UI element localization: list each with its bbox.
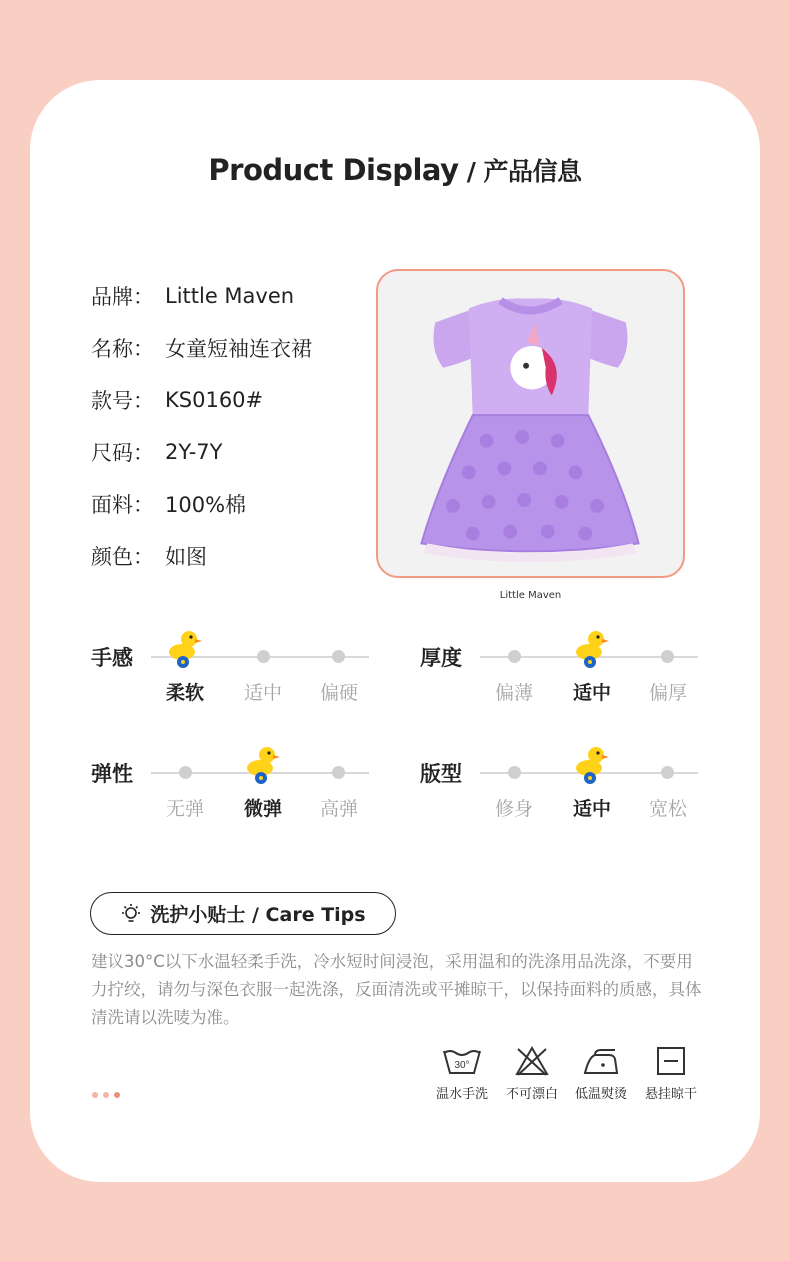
scale-option: 适中 <box>572 798 611 820</box>
spec-row-color <box>91 530 312 582</box>
scale-dot <box>332 766 345 779</box>
scale-dot <box>332 650 345 663</box>
scale-option: 适中 <box>243 682 282 704</box>
no-bleach-icon <box>514 1045 550 1077</box>
scale-dot <box>257 650 270 663</box>
scale-label: 弹性 <box>91 762 133 786</box>
spec-key: 名称： <box>91 337 154 361</box>
scale-option: 偏薄 <box>494 682 533 704</box>
care-tips-pill <box>90 892 396 935</box>
care-icon-label: 不可漂白 <box>505 1087 558 1102</box>
spec-value: 如图 <box>165 545 207 569</box>
scale-option: 无弹 <box>165 798 204 820</box>
spec-row-name <box>91 322 312 374</box>
scale-label: 厚度 <box>420 646 462 670</box>
scale-label: 手感 <box>91 646 133 670</box>
scale-dot <box>661 766 674 779</box>
care-icon-hand-wash <box>427 1045 497 1102</box>
scale-dot <box>661 650 674 663</box>
spec-key: 品牌： <box>91 285 154 309</box>
care-tips-label: 洗护小贴士 / Care Tips <box>150 904 366 926</box>
care-icon-hang-dry <box>636 1045 706 1102</box>
page-indicator <box>92 1092 120 1098</box>
spec-row-size <box>91 426 312 478</box>
care-instructions: 建议30°C以下水温轻柔手洗，冷水短时间浸泡，采用温和的洗涤用品洗涤，不要用力拧绞，请勿与深色衣服一起洗涤，反面清洗或平摊晾干，以保持面料的质感，具体清洗请以洗唛为准。 <box>91 952 702 1027</box>
care-icon-label: 悬挂晾干 <box>644 1087 697 1102</box>
spec-key: 颜色： <box>91 545 154 569</box>
page-title <box>0 152 790 188</box>
care-icon-label: 低温熨烫 <box>574 1087 627 1102</box>
lightbulb-icon <box>120 903 142 925</box>
spec-key: 面料： <box>91 493 154 517</box>
hand-wash-icon <box>442 1045 482 1077</box>
product-photo <box>376 269 685 578</box>
scale-option: 适中 <box>572 682 611 704</box>
title-main: Product Display <box>208 153 459 187</box>
scale-dot <box>179 766 192 779</box>
dress-illustration <box>378 271 683 576</box>
scale-option: 修身 <box>494 798 533 820</box>
title-sub: / 产品信息 <box>458 157 582 186</box>
photo-caption: Little Maven <box>499 590 562 601</box>
duck-marker-icon <box>574 745 610 785</box>
wash-temp: 30° <box>454 1060 470 1071</box>
iron-low-icon <box>581 1045 621 1077</box>
spec-key: 尺码： <box>91 441 154 465</box>
spec-row-brand <box>91 270 312 322</box>
spec-value: KS0160# <box>165 388 264 412</box>
spec-value: 2Y-7Y <box>165 440 223 464</box>
care-icon-iron <box>566 1045 636 1102</box>
scale-option: 高弹 <box>319 798 358 820</box>
scale-dot <box>508 766 521 779</box>
spec-value: Little Maven <box>165 284 295 308</box>
duck-marker-icon <box>574 629 610 669</box>
duck-marker-icon <box>245 745 281 785</box>
spec-row-style-number <box>91 374 312 426</box>
scale-option: 偏硬 <box>319 682 358 704</box>
scale-option: 微弹 <box>243 798 282 820</box>
care-icon-label: 温水手洗 <box>435 1087 488 1102</box>
spec-value: 100%棉 <box>165 493 247 517</box>
page-dot <box>92 1092 98 1098</box>
page-dot-active <box>114 1092 120 1098</box>
spec-value: 女童短袖连衣裙 <box>165 337 312 361</box>
care-icon-no-bleach <box>497 1045 567 1102</box>
scale-dot <box>508 650 521 663</box>
scale-option: 偏厚 <box>648 682 687 704</box>
hang-dry-icon <box>655 1045 687 1077</box>
scale-option: 宽松 <box>648 798 687 820</box>
scale-label: 版型 <box>420 762 462 786</box>
page-dot <box>103 1092 109 1098</box>
scale-option: 柔软 <box>165 682 204 704</box>
spec-key: 款号： <box>91 389 154 413</box>
spec-row-fabric <box>91 478 312 530</box>
spec-list <box>91 270 312 582</box>
duck-marker-icon <box>167 629 203 669</box>
